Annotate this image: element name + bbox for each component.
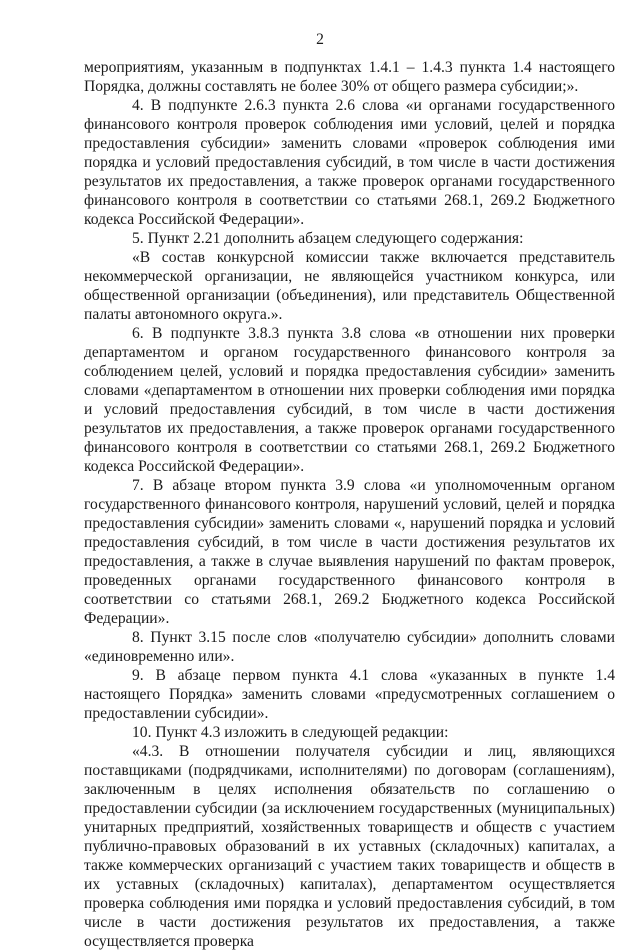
paragraph-item-7: 7. В абзаце втором пункта 3.9 слова «и уполномоченным органом государственного финансового контроля, нарушений условий, целей и порядка предоставления субсидии» заменить словами «, нарушений порядка и условий предоставления субсидий, в том числе в части достижения результатов их предоставления, а также в случае выявления нарушений по фактам проверок, проведенных органами государственного финансового контроля в соответствии со статьями 268.1, 269.2 Бюджетного кодекса Российской Федерации».	[84, 477, 615, 627]
paragraph-item-6: 6. В подпункте 3.8.3 пункта 3.8 слова «в отношении них проверки департаментом и органом государственного финансового контроля за соблюдением целей, условий и порядка предоставления субсидии» заменить словами «департаментом в отношении них проверки соблюдения ими порядка и условий предоставления субсидий, в том числе в части достижения результатов их предоставления, а также проверок органами государственного финансового контроля в соответствии со статьями 268.1, 269.2 Бюджетного кодекса Российской Федерации».	[84, 325, 615, 475]
paragraph-item-9: 9. В абзаце первом пункта 4.1 слова «указанных в пункте 1.4 настоящего Порядка» заменить словами «предусмотренных соглашением о предоставлении субсидии».	[84, 667, 615, 722]
paragraph-quote-commission: «В состав конкурсной комиссии также включается представитель некоммерческой организации, не являющейся участником конкурса, или общественной организации (объединения), или представитель Общественной палаты автономного округа.».	[84, 249, 615, 323]
paragraph-item-8: 8. Пункт 3.15 после слов «получателю субсидии» дополнить словами «единовременно или».	[84, 629, 615, 665]
paragraph-item-5: 5. Пункт 2.21 дополнить абзацем следующего содержания:	[132, 230, 524, 247]
paragraph-continuation: мероприятиям, указанным в подпунктах 1.4.1 – 1.4.3 пункта 1.4 настоящего Порядка, должны составлять не более 30% от общего размера субсидии;».	[84, 59, 615, 95]
page-number: 2	[316, 31, 324, 48]
document-body	[84, 58, 615, 951]
paragraph-item-10: 10. Пункт 4.3 изложить в следующей редакции:	[132, 724, 449, 741]
paragraph-item-4: 4. В подпункте 2.6.3 пункта 2.6 слова «и органами государственного финансового контроля проверок соблюдения ими условий, целей и порядка предоставления субсидии» заменить словами «проверок соблюдения ими порядка и условий предоставления субсидий, в том числе в части достижения результатов их предоставления, а также проверок органами государственного финансового контроля в соответствии со статьями 268.1, 269.2 Бюджетного кодекса Российской Федерации».	[84, 97, 615, 228]
paragraph-quote-4-3: «4.3. В отношении получателя субсидии и лиц, являющихся поставщиками (подрядчиками, исполнителями) по договорам (соглашениям), заключенным в целях исполнения обязательств по соглашению о предоставлении субсидии (за исключением государственных (муниципальных) унитарных предприятий, хозяйственных товариществ и обществ с участием публично-правовых образований в их уставных (складочных) капиталах, а также коммерческих организаций с участием таких товариществ и обществ в их уставных (складочных) капиталах), департаментом осуществляется проверка соблюдения ими порядка и условий предоставления субсидий, в том числе в части достижения результатов их предоставления, а также осуществляется проверка	[84, 743, 615, 950]
